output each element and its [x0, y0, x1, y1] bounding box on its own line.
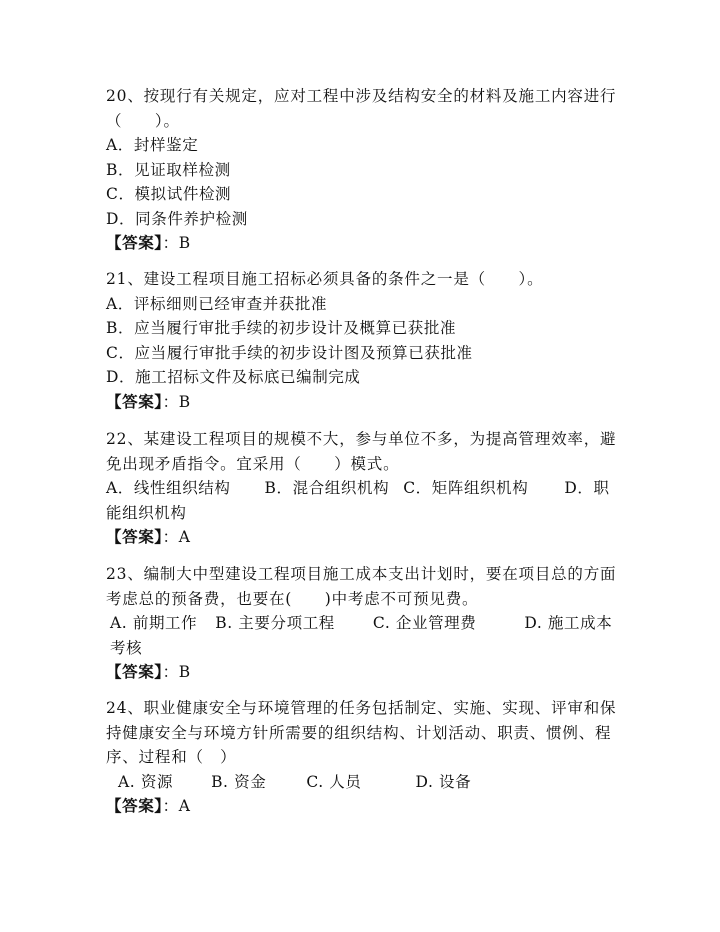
option-a: A．封样鉴定	[106, 136, 199, 154]
options-inline	[106, 476, 618, 525]
answer-label: 【答案】	[106, 796, 163, 815]
question-23	[106, 562, 618, 685]
answer-line	[106, 231, 618, 256]
option-c: C. 企业管理费	[372, 614, 477, 632]
option-a: A．线性组织结构	[106, 479, 231, 497]
option-d: D．职能组织机构	[106, 479, 610, 522]
answer-label: 【答案】	[106, 527, 163, 546]
option-b: B. 主要分项工程	[215, 614, 335, 632]
option-b: B．应当履行审批手续的初步设计及概算已获批准	[106, 319, 457, 337]
question-stem: 22、某建设工程项目的规模不大，参与单位不多，为提高管理效率，避免出现矛盾指令。宜采用（ ）模式。	[106, 430, 617, 473]
answer-separator: ：	[162, 528, 179, 546]
option-c: C．模拟试件检测	[106, 185, 232, 203]
answer-label: 【答案】	[106, 662, 163, 681]
option-c: C．矩阵组织机构	[403, 479, 529, 497]
option-d: D. 设备	[415, 772, 472, 791]
answer-value: B	[178, 392, 191, 411]
option-d: D. 施工成本考核	[110, 614, 613, 657]
options-inline	[106, 611, 618, 660]
option-a: A. 前期工作	[110, 614, 198, 632]
answer-separator: ：	[162, 663, 179, 681]
answer-label: 【答案】	[106, 233, 163, 252]
answer-line	[106, 660, 618, 685]
question-stem: 23、编制大中型建设工程项目施工成本支出计划时，要在项目总的方面考虑总的预备费，也要在( )中考虑不可预见费。	[106, 565, 617, 608]
question-stem: 24、职业健康安全与环境管理的任务包括制定、实施、实现、评审和保持健康安全与环境方针所需要的组织结构、计划活动、职责、惯例、程序、过程和（ ）	[106, 699, 617, 766]
question-24	[106, 696, 618, 819]
answer-line	[106, 525, 618, 550]
answer-separator: ：	[162, 234, 179, 252]
answer-label: 【答案】	[106, 391, 163, 411]
answer-line	[106, 794, 618, 819]
answer-separator: ：	[162, 392, 179, 411]
question-stem: 21、建设工程项目施工招标必须具备的条件之一是（ ）。	[106, 270, 544, 288]
option-b: B. 资金	[211, 772, 267, 791]
option-d: D．施工招标文件及标底已编制完成	[106, 368, 361, 386]
option-a: A. 资源	[118, 772, 174, 791]
option-d: D．同条件养护检测	[106, 209, 248, 228]
question-20	[106, 84, 618, 256]
answer-value: B	[178, 234, 191, 252]
answer-separator: ：	[162, 797, 179, 815]
question-stem: 20、按现行有关规定，应对工程中涉及结构安全的材料及施工内容进行（ ）。	[106, 87, 617, 130]
answer-line	[106, 390, 618, 415]
option-b: B．混合组织机构	[264, 479, 390, 497]
answer-value: B	[178, 663, 191, 681]
question-21	[106, 267, 618, 414]
option-c: C．应当履行审批手续的初步设计图及预算已获批准	[106, 343, 473, 362]
answer-value: A	[178, 528, 191, 546]
option-a: A．评标细则已经审查并获批准	[106, 294, 328, 313]
options-inline	[106, 770, 618, 795]
option-b: B．见证取样检测	[106, 160, 231, 179]
option-c: C. 人员	[306, 772, 362, 791]
question-22	[106, 427, 618, 550]
answer-value: A	[178, 797, 191, 815]
